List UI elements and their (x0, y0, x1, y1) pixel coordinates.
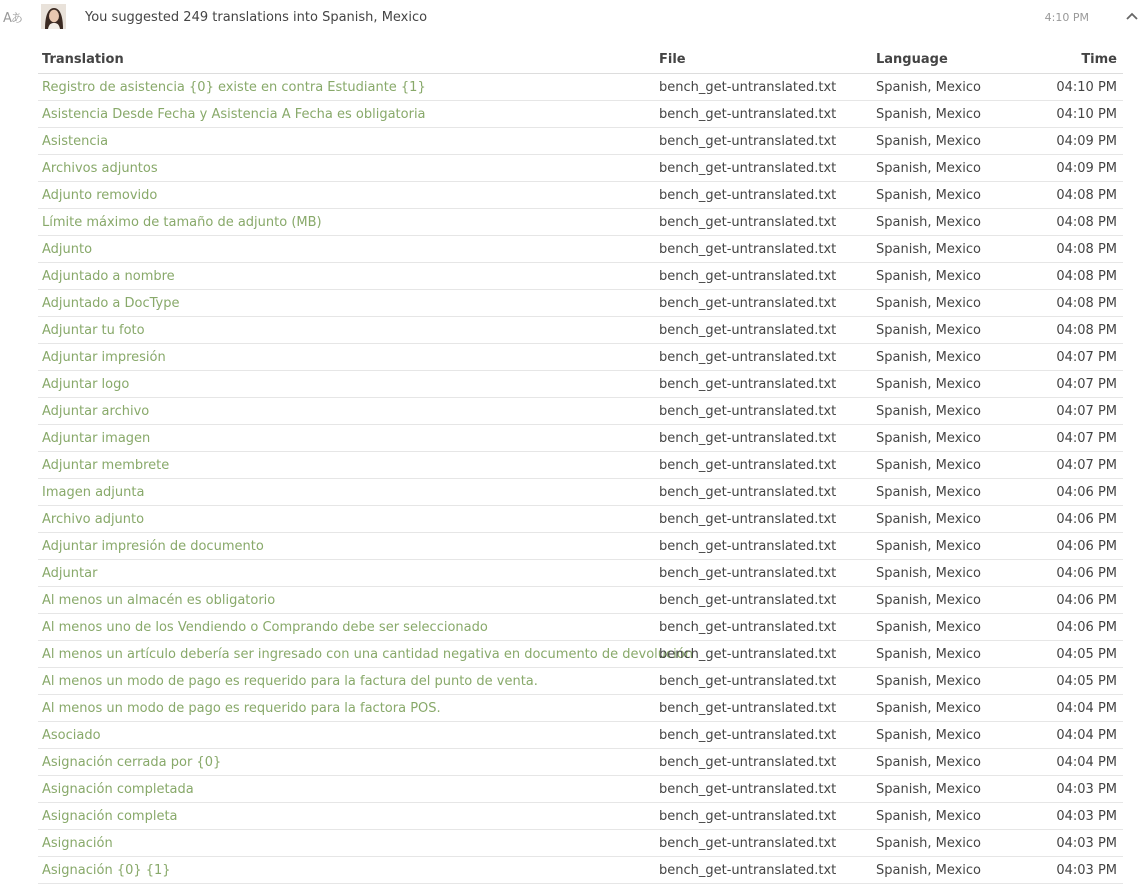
language-cell: Spanish, Mexico (872, 506, 1022, 533)
table-row (38, 344, 1123, 371)
translation-cell (38, 668, 655, 695)
language-cell: Spanish, Mexico (872, 128, 1022, 155)
table-row (38, 317, 1123, 344)
table-row (38, 668, 1123, 695)
time-cell: 04:03 PM (1022, 776, 1123, 803)
file-cell: bench_get-untranslated.txt (655, 695, 872, 722)
table-row (38, 776, 1123, 803)
translation-cell (38, 236, 655, 263)
time-cell: 04:07 PM (1022, 371, 1123, 398)
translation-link[interactable]: Imagen adjunta (42, 484, 145, 500)
language-cell: Spanish, Mexico (872, 398, 1022, 425)
translation-cell (38, 263, 655, 290)
table-row (38, 209, 1123, 236)
file-cell: bench_get-untranslated.txt (655, 263, 872, 290)
file-cell: bench_get-untranslated.txt (655, 209, 872, 236)
translation-cell (38, 803, 655, 830)
time-cell: 04:07 PM (1022, 452, 1123, 479)
table-row (38, 641, 1123, 668)
column-header-translation: Translation (38, 46, 655, 74)
file-cell: bench_get-untranslated.txt (655, 614, 872, 641)
translation-link[interactable]: Asignación completada (42, 781, 194, 797)
translation-link[interactable]: Asignación (42, 835, 113, 851)
time-cell: 04:08 PM (1022, 236, 1123, 263)
language-cell: Spanish, Mexico (872, 830, 1022, 857)
column-header-language: Language (872, 46, 1022, 74)
translation-cell (38, 290, 655, 317)
translation-link[interactable]: Adjunto removido (42, 187, 158, 203)
translation-cell (38, 317, 655, 344)
file-cell: bench_get-untranslated.txt (655, 452, 872, 479)
translation-link[interactable]: Adjuntado a nombre (42, 268, 175, 284)
language-cell: Spanish, Mexico (872, 425, 1022, 452)
translation-cell (38, 398, 655, 425)
time-cell: 04:04 PM (1022, 695, 1123, 722)
file-cell: bench_get-untranslated.txt (655, 398, 872, 425)
table-row (38, 506, 1123, 533)
translation-link[interactable]: Al menos un modo de pago es requerido para la factura del punto de venta. (42, 673, 538, 689)
table-row (38, 560, 1123, 587)
language-cell: Spanish, Mexico (872, 803, 1022, 830)
language-cell: Spanish, Mexico (872, 371, 1022, 398)
translation-link[interactable]: Asistencia (42, 133, 109, 149)
translation-link[interactable]: Al menos uno de los Vendiendo o Comprando debe ser seleccionado (42, 619, 488, 635)
translation-cell (38, 128, 655, 155)
file-cell: bench_get-untranslated.txt (655, 371, 872, 398)
translation-cell (38, 425, 655, 452)
translation-cell (38, 182, 655, 209)
translation-link[interactable]: Adjunto (42, 241, 93, 257)
time-cell: 04:08 PM (1022, 263, 1123, 290)
time-cell: 04:09 PM (1022, 128, 1123, 155)
time-cell: 04:10 PM (1022, 74, 1123, 101)
activity-header (0, 0, 1143, 36)
file-cell: bench_get-untranslated.txt (655, 776, 872, 803)
table-row (38, 803, 1123, 830)
file-cell: bench_get-untranslated.txt (655, 128, 872, 155)
table-row (38, 749, 1123, 776)
language-cell: Spanish, Mexico (872, 479, 1022, 506)
time-cell: 04:08 PM (1022, 317, 1123, 344)
language-cell: Spanish, Mexico (872, 74, 1022, 101)
translation-link[interactable]: Asignación completa (42, 808, 178, 824)
language-cell: Spanish, Mexico (872, 857, 1022, 884)
language-cell: Spanish, Mexico (872, 263, 1022, 290)
translation-cell (38, 857, 655, 884)
language-cell: Spanish, Mexico (872, 155, 1022, 182)
translation-link[interactable]: Asociado (42, 727, 101, 743)
translation-link[interactable]: Al menos un artículo debería ser ingresado con una cantidad negativa en documento de devolución (42, 646, 693, 662)
table-row (38, 695, 1123, 722)
language-cell: Spanish, Mexico (872, 236, 1022, 263)
time-cell: 04:06 PM (1022, 479, 1123, 506)
time-cell: 04:10 PM (1022, 101, 1123, 128)
avatar[interactable] (41, 4, 66, 29)
table-row (38, 587, 1123, 614)
translation-link[interactable]: Adjuntar membrete (42, 457, 170, 473)
time-cell: 04:07 PM (1022, 425, 1123, 452)
language-cell: Spanish, Mexico (872, 695, 1022, 722)
table-row (38, 101, 1123, 128)
translation-link[interactable]: Al menos un almacén es obligatorio (42, 592, 276, 608)
time-cell: 04:04 PM (1022, 749, 1123, 776)
translation-link[interactable]: Adjuntar logo (42, 376, 130, 392)
translation-cell (38, 776, 655, 803)
translation-cell (38, 614, 655, 641)
translation-link[interactable]: Al menos un modo de pago es requerido para la factora POS. (42, 700, 441, 716)
translation-link[interactable]: Adjuntar impresión (42, 349, 166, 365)
chevron-up-icon[interactable] (1124, 8, 1140, 22)
translation-cell (38, 155, 655, 182)
file-cell: bench_get-untranslated.txt (655, 425, 872, 452)
language-cell: Spanish, Mexico (872, 749, 1022, 776)
table-row (38, 74, 1123, 101)
activity-message: You suggested 249 translations into Spanish, Mexico (85, 10, 428, 25)
translations-table (38, 46, 1123, 884)
language-cell: Spanish, Mexico (872, 452, 1022, 479)
file-cell: bench_get-untranslated.txt (655, 857, 872, 884)
file-cell: bench_get-untranslated.txt (655, 830, 872, 857)
file-cell: bench_get-untranslated.txt (655, 722, 872, 749)
translation-cell (38, 749, 655, 776)
translation-cell (38, 533, 655, 560)
table-row (38, 830, 1123, 857)
translation-link[interactable]: Asignación cerrada por {0} (42, 754, 222, 770)
time-cell: 04:03 PM (1022, 857, 1123, 884)
language-cell: Spanish, Mexico (872, 668, 1022, 695)
time-cell: 04:06 PM (1022, 506, 1123, 533)
translation-link[interactable]: Archivos adjuntos (42, 160, 158, 176)
time-cell: 04:08 PM (1022, 182, 1123, 209)
time-cell: 04:08 PM (1022, 209, 1123, 236)
file-cell: bench_get-untranslated.txt (655, 236, 872, 263)
file-cell: bench_get-untranslated.txt (655, 587, 872, 614)
table-row (38, 857, 1123, 884)
time-cell: 04:09 PM (1022, 155, 1123, 182)
translation-link[interactable]: Adjuntar impresión de documento (42, 538, 264, 554)
table-row (38, 290, 1123, 317)
table-row (38, 155, 1123, 182)
language-cell: Spanish, Mexico (872, 344, 1022, 371)
table-row (38, 722, 1123, 749)
table-row (38, 263, 1123, 290)
file-cell: bench_get-untranslated.txt (655, 74, 872, 101)
translation-link[interactable]: Archivo adjunto (42, 511, 145, 527)
file-cell: bench_get-untranslated.txt (655, 155, 872, 182)
translation-cell (38, 74, 655, 101)
time-cell: 04:06 PM (1022, 587, 1123, 614)
translation-link[interactable]: Asistencia Desde Fecha y Asistencia A Fecha es obligatoria (42, 106, 426, 122)
translation-link[interactable]: Adjuntar (42, 565, 98, 581)
translation-link[interactable]: Adjuntar archivo (42, 403, 150, 419)
table-row (38, 614, 1123, 641)
table-row (38, 182, 1123, 209)
file-cell: bench_get-untranslated.txt (655, 290, 872, 317)
translation-cell (38, 371, 655, 398)
language-cell: Spanish, Mexico (872, 560, 1022, 587)
language-cell: Spanish, Mexico (872, 776, 1022, 803)
time-cell: 04:06 PM (1022, 560, 1123, 587)
translation-cell (38, 722, 655, 749)
file-cell: bench_get-untranslated.txt (655, 533, 872, 560)
language-cell: Spanish, Mexico (872, 317, 1022, 344)
translation-cell (38, 209, 655, 236)
translation-cell (38, 101, 655, 128)
translation-cell (38, 560, 655, 587)
translate-icon: Aあ (3, 11, 22, 26)
table-row (38, 425, 1123, 452)
language-cell: Spanish, Mexico (872, 101, 1022, 128)
column-header-file: File (655, 46, 872, 74)
language-cell: Spanish, Mexico (872, 587, 1022, 614)
translation-cell (38, 695, 655, 722)
file-cell: bench_get-untranslated.txt (655, 344, 872, 371)
file-cell: bench_get-untranslated.txt (655, 317, 872, 344)
translation-link[interactable]: Límite máximo de tamaño de adjunto (MB) (42, 214, 322, 230)
translation-cell (38, 830, 655, 857)
translation-link[interactable]: Adjuntado a DocType (42, 295, 180, 311)
translation-cell (38, 506, 655, 533)
translation-cell (38, 641, 693, 668)
file-cell: bench_get-untranslated.txt (655, 749, 872, 776)
language-cell: Spanish, Mexico (872, 533, 1022, 560)
file-cell: bench_get-untranslated.txt (655, 506, 872, 533)
file-cell: bench_get-untranslated.txt (655, 560, 872, 587)
file-cell: bench_get-untranslated.txt (655, 479, 872, 506)
language-cell: Spanish, Mexico (872, 290, 1022, 317)
translation-link[interactable]: Adjuntar imagen (42, 430, 151, 446)
time-cell: 04:07 PM (1022, 398, 1123, 425)
translation-link[interactable]: Asignación {0} {1} (42, 862, 171, 878)
table-row (38, 452, 1123, 479)
avatar-image (41, 4, 66, 29)
language-cell: Spanish, Mexico (872, 641, 1022, 668)
language-cell: Spanish, Mexico (872, 614, 1022, 641)
translations-table-container (38, 46, 1123, 884)
activity-time: 4:10 PM (1044, 11, 1089, 24)
translation-cell (38, 479, 655, 506)
file-cell: bench_get-untranslated.txt (655, 101, 872, 128)
file-cell: bench_get-untranslated.txt (655, 641, 872, 668)
table-row (38, 479, 1123, 506)
translation-link[interactable]: Adjuntar tu foto (42, 322, 145, 338)
language-cell: Spanish, Mexico (872, 722, 1022, 749)
time-cell: 04:03 PM (1022, 830, 1123, 857)
file-cell: bench_get-untranslated.txt (655, 668, 872, 695)
time-cell: 04:06 PM (1022, 533, 1123, 560)
time-cell: 04:05 PM (1022, 668, 1123, 695)
language-cell: Spanish, Mexico (872, 209, 1022, 236)
time-cell: 04:05 PM (1022, 641, 1123, 668)
table-row (38, 398, 1123, 425)
translation-cell (38, 452, 655, 479)
column-header-time: Time (1022, 46, 1123, 74)
table-row (38, 128, 1123, 155)
table-row (38, 236, 1123, 263)
time-cell: 04:04 PM (1022, 722, 1123, 749)
file-cell: bench_get-untranslated.txt (655, 182, 872, 209)
translation-cell (38, 344, 655, 371)
time-cell: 04:08 PM (1022, 290, 1123, 317)
translation-link[interactable]: Registro de asistencia {0} existe en contra Estudiante {1} (42, 79, 426, 95)
file-cell: bench_get-untranslated.txt (655, 803, 872, 830)
language-cell: Spanish, Mexico (872, 182, 1022, 209)
table-row (38, 533, 1123, 560)
table-header-row (38, 46, 1123, 74)
table-row (38, 371, 1123, 398)
time-cell: 04:03 PM (1022, 803, 1123, 830)
translation-cell (38, 587, 655, 614)
time-cell: 04:07 PM (1022, 344, 1123, 371)
time-cell: 04:06 PM (1022, 614, 1123, 641)
